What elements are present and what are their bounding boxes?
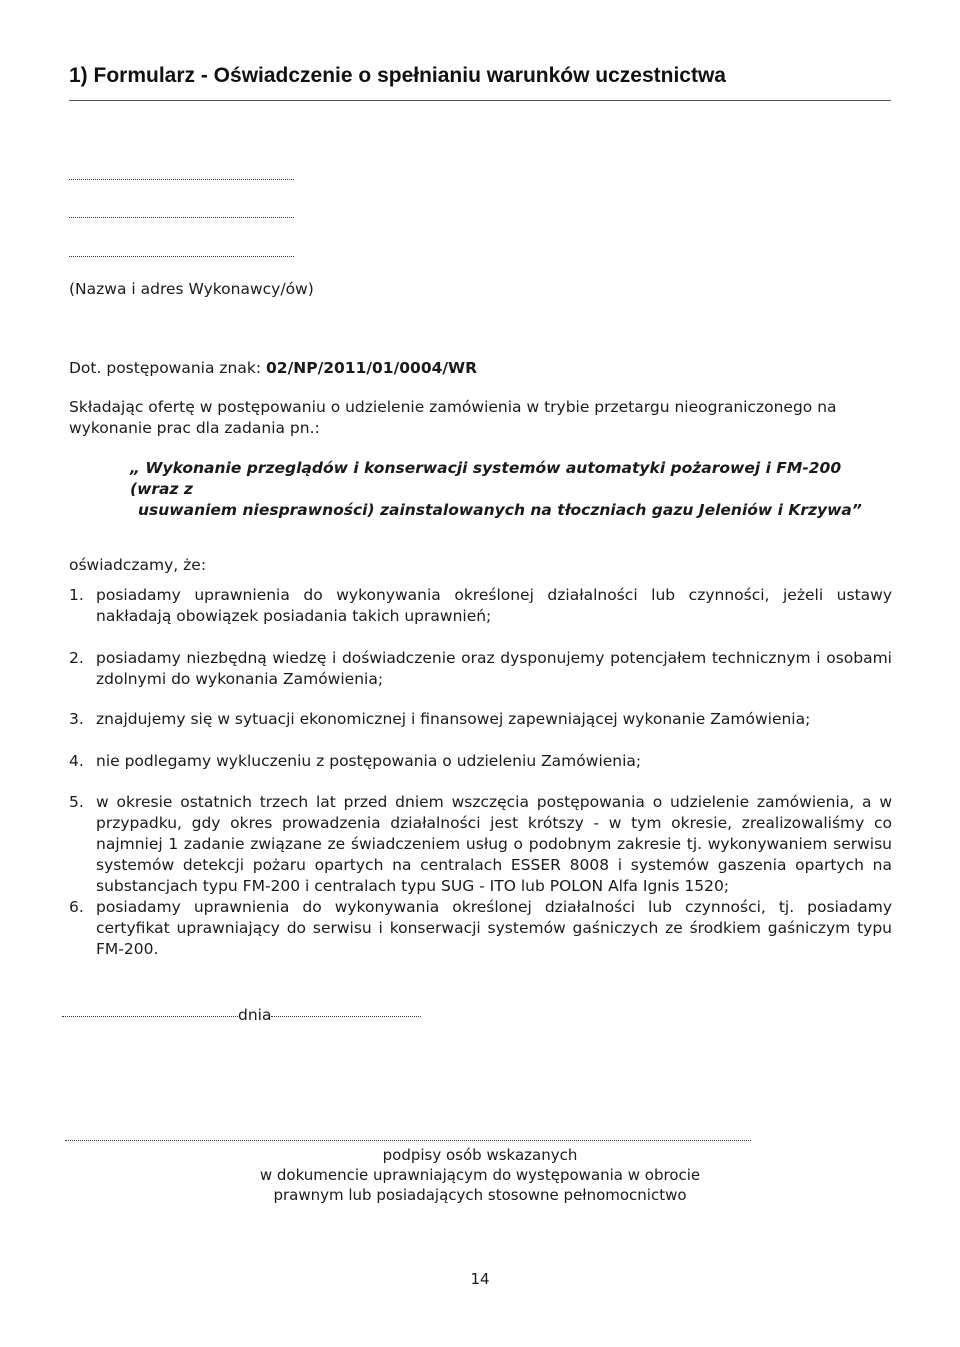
intro-line-1: Składając ofertę w postępowaniu o udzielenie zamówienia w trybie przetargu nieograniczonego na	[69, 398, 837, 416]
signature-caption-line-1: podpisy osób wskazanych	[382, 1146, 578, 1164]
signature-line[interactable]	[65, 1140, 751, 1141]
title-divider	[69, 100, 891, 101]
item-text: w okresie ostatnich trzech lat przed dniem wszczęcia postępowania o udzielenie zamówienia, a w przypadku, gdy okres prowadzenia działalności jest krótszy - w tym okresie, zrealizowaliśmy co najmniej 1 zadanie związane ze świadczeniem usług o podobnym zakresie tj. wykonywaniem serwisu systemów detekcji pożaru opartych na centralach ESSER 8008 i systemów gaszenia opartych na substancjach typu FM-200 i centralach typu SUG - ITO lub POLON Alfa Ignis 1520;	[96, 793, 892, 895]
subject-line-1: „ Wykonanie przeglądów i konserwacji systemów automatyki pożarowej i FM-200 (wraz z	[130, 459, 842, 498]
item-text: nie podlegamy wykluczeniu z postępowania o udzieleniu Zamówienia;	[96, 752, 642, 770]
contractor-caption: (Nazwa i adres Wykonawcy/ów)	[69, 280, 314, 298]
page-title: 1) Formularz - Oświadczenie o spełnianiu warunków uczestnictwa	[69, 64, 726, 87]
page-number: 14	[470, 1270, 490, 1288]
declaration-lead: oświadczamy, że:	[69, 556, 207, 574]
date-input-line[interactable]	[271, 1016, 421, 1017]
signature-caption-line-2: w dokumencie uprawniającym do występowania w obrocie	[259, 1166, 701, 1184]
item-number: 1.	[69, 586, 84, 604]
contractor-name-line-2[interactable]	[69, 217, 294, 218]
place-input-line[interactable]	[62, 1016, 238, 1017]
item-number: 3.	[69, 710, 84, 728]
intro-line-2: wykonanie prac dla zadania pn.:	[69, 419, 320, 437]
reference-code: 02/NP/2011/01/0004/WR	[266, 359, 478, 377]
tender-subject	[130, 458, 870, 521]
item-text: posiadamy uprawnienia do wykonywania określonej działalności lub czynności, jeżeli ustawy nakładają obowiązek posiadania takich uprawnień;	[96, 586, 892, 625]
reference-prefix: Dot. postępowania znak:	[69, 359, 266, 377]
reference-line	[69, 358, 477, 379]
item-number: 4.	[69, 752, 84, 770]
signature-caption	[200, 1145, 760, 1205]
item-number: 6.	[69, 898, 84, 916]
item-text: posiadamy uprawnienia do wykonywania określonej działalności lub czynności, tj. posiadamy certyfikat uprawniający do serwisu i konserwacji systemów gaśniczych ze środkiem gaśniczym typu FM-200.	[96, 898, 892, 958]
item-number: 2.	[69, 649, 84, 667]
item-text: znajdujemy się w sytuacji ekonomicznej i finansowej zapewniającej wykonanie Zamówienia;	[96, 710, 811, 728]
intro-paragraph	[69, 397, 899, 439]
item-number: 5.	[69, 793, 84, 811]
item-text: posiadamy niezbędną wiedzę i doświadczenie oraz dysponujemy potencjałem technicznym i osobami zdolnymi do wykonania Zamówienia;	[96, 649, 892, 688]
contractor-name-line-1[interactable]	[69, 179, 294, 180]
place-date-field	[62, 1005, 421, 1026]
subject-line-2: usuwaniem niesprawności) zainstalowanych na tłoczniach gazu Jeleniów i Krzywa”	[138, 501, 862, 519]
date-label: dnia	[238, 1006, 272, 1024]
contractor-address-line[interactable]	[69, 256, 294, 257]
signature-caption-line-3: prawnym lub posiadających stosowne pełnomocnictwo	[273, 1186, 687, 1204]
